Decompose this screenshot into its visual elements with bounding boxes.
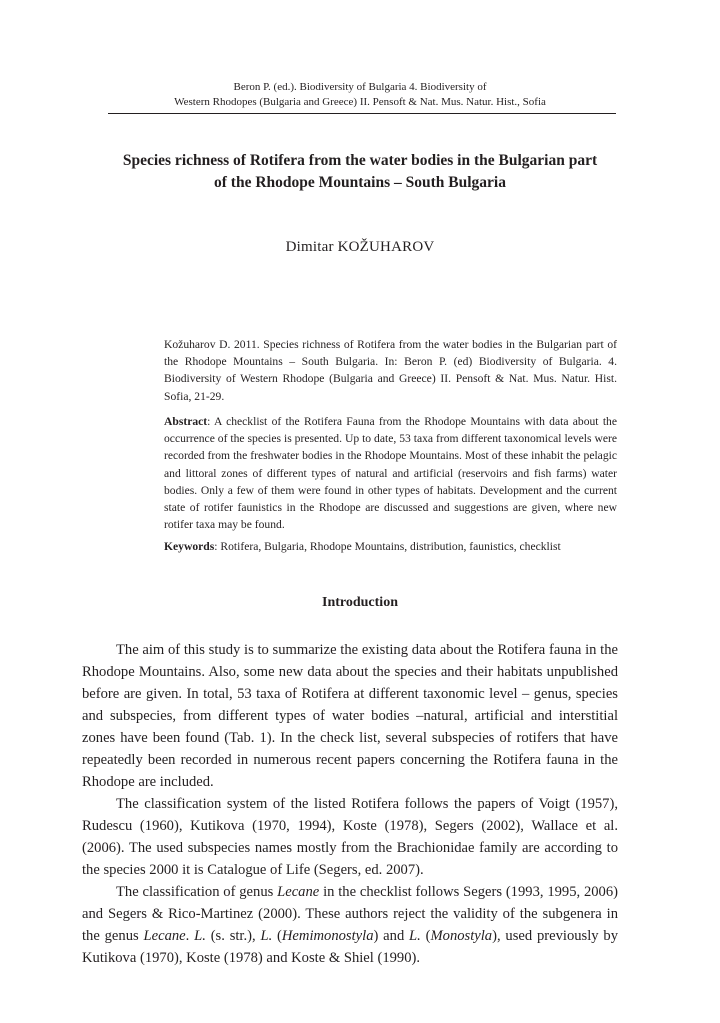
text-span: . <box>185 928 195 944</box>
abstract <box>164 413 617 533</box>
title-line-2: of the Rhodope Mountains – South Bulgaria <box>214 174 506 191</box>
citation: Kožuharov D. 2011. Species richness of Rotifera from the water bodies in the Bulgarian part of the Rhodope Mountains – South Bulgaria. In: Beron P. (ed) Biodiversity of Bulgaria. 4. Biodiversity of Western Rhodope (Bulgaria and Greece) II. Pensoft & Nat. Mus. Natur. Hist. Sofia, 21-29. <box>164 338 617 403</box>
text-span: in the checklist follows Segers (1993, 1995, 2006) and Segers & Rico-Martinez (2000). These authors reject the validity of the subgenera in the genus <box>82 884 618 944</box>
article-title <box>60 150 660 194</box>
italic-genus: L. <box>409 928 421 944</box>
text-span: ), used previously by Kutikova (1970), Koste (1978) and Koste & Shiel (1990). <box>82 928 618 966</box>
abstract-label: Abstract <box>164 415 208 428</box>
keywords-label: Keywords <box>164 540 215 553</box>
title-line-1: Species richness of Rotifera from the water bodies in the Bulgarian part <box>122 152 598 169</box>
italic-genus: L. <box>260 928 273 944</box>
text-span: ) and <box>373 928 410 944</box>
italic-genus: Lecane <box>143 928 186 944</box>
abstract-text: : A checklist of the Rotifera Fauna from the Rhodope Mountains with data about the occurrence of the species is presented. Up to date, 53 taxa from different taxonomical levels were recorded from the freshwater bodies in the Rhodope Mountains. Most of these inhabit the pelagic and littoral zones of different types of natural and artificial (reservoirs and fish farms) water bodies. Only a few of them were found in other types of habitats. Development and the current state of rotifer faunistics in the Rhodope are discussed and suggestions are given, where new rotifer taxa may be found. <box>164 415 617 532</box>
keywords-text: : Rotifera, Bulgaria, Rhodope Mountains, distribution, faunistics, checklist <box>214 540 561 553</box>
keywords <box>164 538 617 555</box>
italic-subgenus: Hemimonostyla <box>281 928 374 944</box>
section-heading-introduction: Introduction <box>322 595 398 610</box>
text-span: The classification of genus <box>116 884 278 900</box>
italic-genus: Lecane <box>277 884 320 900</box>
italic-genus: L. <box>194 928 206 944</box>
paragraph-2: The classification system of the listed Rotifera follows the papers of Voigt (1957), Rudescu (1960), Kutikova (1970, 1994), Koste (1978), Segers (2002), Wallace et al. (2006). The used subspecies names mostly from the Brachionidae family are according to the species 2000 it is Catalogue of Life (Segers, ed. 2007). <box>82 796 618 878</box>
paragraph-1: The aim of this study is to summarize the existing data about the Rotifera fauna in the Rhodope Mountains. Also, some new data about the species and their habitats unpublished before are given. In total, 53 taxa of Rotifera at different taxonomic level – genus, species and subspecies, from different types of water bodies –natural, artificial and interstitial zones have been found (Tab. 1). In the check list, several subspecies of rotifers that have repeatedly been recorded in numerous recent papers concerning the Rotifera fauna in the Rhodope are included. <box>82 642 618 790</box>
text-span: ( <box>272 928 282 944</box>
header-rule <box>108 113 616 114</box>
italic-subgenus: Monostyla <box>430 928 493 944</box>
header-line-2: Western Rhodopes (Bulgaria and Greece) II. Pensoft & Nat. Mus. Natur. Hist., Sofia <box>174 96 546 108</box>
paragraph-3 <box>82 881 618 969</box>
running-header <box>0 80 720 110</box>
introduction-body <box>82 639 618 969</box>
text-span: ( <box>420 928 431 944</box>
text-span: (s. str.), <box>205 928 261 944</box>
header-line-1: Beron P. (ed.). Biodiversity of Bulgaria 4. Biodiversity of <box>233 81 487 93</box>
author-name: Dimitar KOŽUHAROV <box>285 239 435 255</box>
